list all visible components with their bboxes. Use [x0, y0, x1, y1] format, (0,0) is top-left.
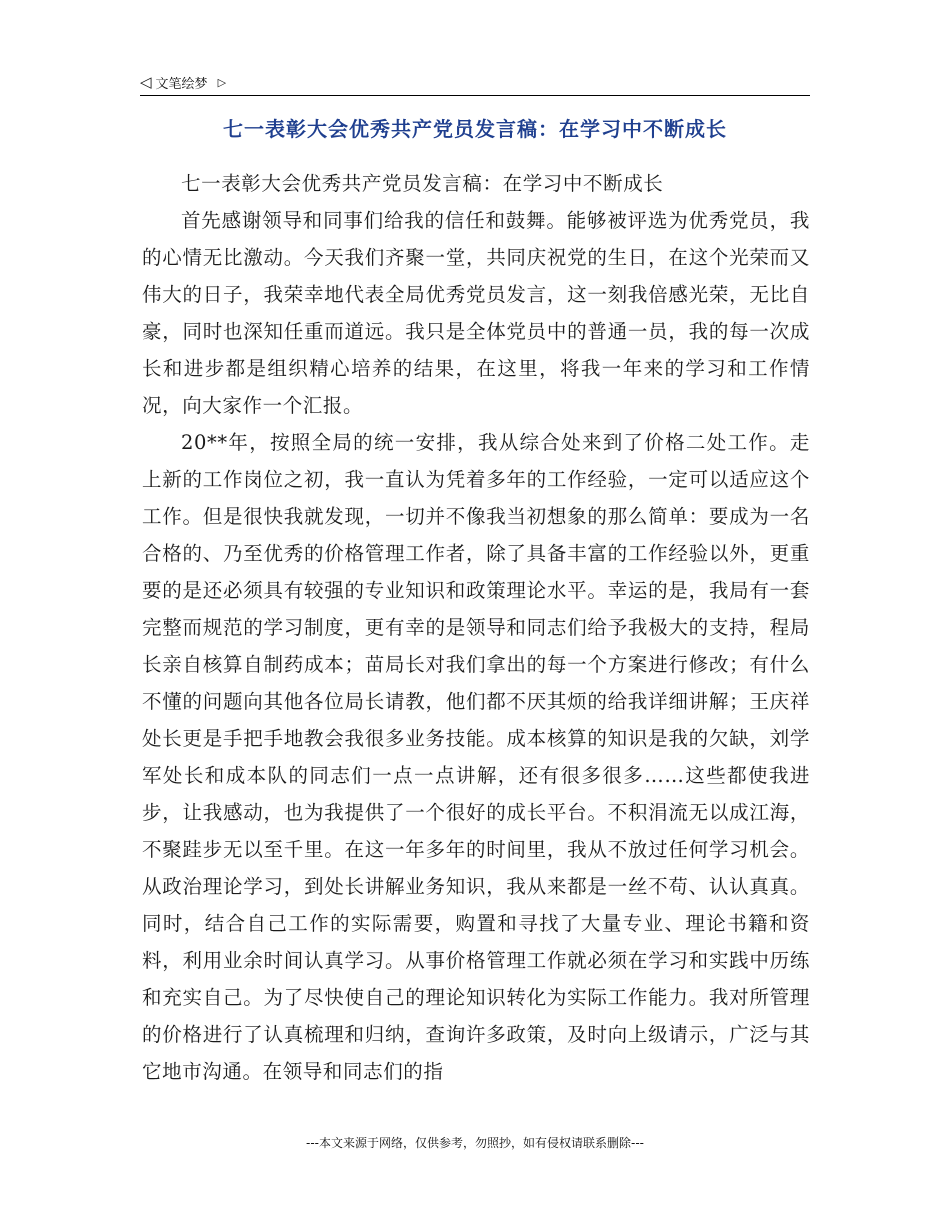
paragraph: 20**年，按照全局的统一安排，我从综合处来到了价格二处工作。走上新的工作岗位之初，我一直认为凭着多年的工作经验，一定可以适应这个工作。但是很快我就发现，一切并不像我当初想象的那么简单：要成为一名合格的、乃至优秀的价格管理工作者，除了具备丰富的工作经验以外，更重要的是还必须具有较强的专业知识和政策理论水平。幸运的是，我局有一套完整而规范的学习制度，更有幸的是领导和同志们给予我极大的支持，程局长亲自核算自制药成本；苗局长对我们拿出的每一个方案进行修改；有什么不懂的问题向其他各位局长请教，他们都不厌其烦的给我详细讲解；王庆祥处长更是手把手地教会我很多业务技能。成本核算的知识是我的欠缺，刘学军处长和成本队的同志们一点一点讲解，还有很多很多……这些都使我进步，让我感动，也为我提供了一个很好的成长平台。不积涓流无以成江海，不聚跬步无以至千里。在这一年多年的时间里，我从不放过任何学习机会。从政治理论学习，到处长讲解业务知识，我从来都是一丝不苟、认认真真。同时，结合自己工作的实际需要，购置和寻找了大量专业、理论书籍和资料，利用业余时间认真学习。从事价格管理工作就必须在学习和实践中历练和充实自己。为了尽快使自己的理论知识转化为实际工作能力。我对所管理的价格进行了认真梳理和归纳，查询许多政策，及时向上级请示，广泛与其它地市沟通。在领导和同志们的指 — [142, 431, 810, 1083]
paragraph: 首先感谢领导和同事们给我的信任和鼓舞。能够被评选为优秀党员，我的心情无比激动。今天我们齐聚一堂，共同庆祝党的生日，在这个光荣而又伟大的日子，我荣幸地代表全局优秀党员发言，这一刻我倍感光荣，无比自豪，同时也深知任重而道远。我只是全体党员中的普通一员，我的每一次成长和进步都是组织精心培养的结果，在这里，将我一年来的学习和工作情况，向大家作一个汇报。 — [142, 209, 810, 417]
brand-name: 文笔绘梦 — [155, 77, 208, 92]
document-body — [142, 165, 810, 1090]
paragraph-subtitle: 七一表彰大会优秀共产党员发言稿：在学习中不断成长 — [181, 172, 664, 195]
page-header — [140, 70, 810, 96]
document-title: 七一表彰大会优秀共产党员发言稿：在学习中不断成长 — [223, 117, 727, 141]
triangle-left-icon: ◁ — [140, 73, 152, 91]
footer-notice: ---本文来源于网络，仅供参考，勿照抄，如有侵权请联系删除--- — [306, 1136, 644, 1150]
triangle-right-icon: ▷ — [217, 76, 227, 89]
brand — [140, 73, 226, 92]
